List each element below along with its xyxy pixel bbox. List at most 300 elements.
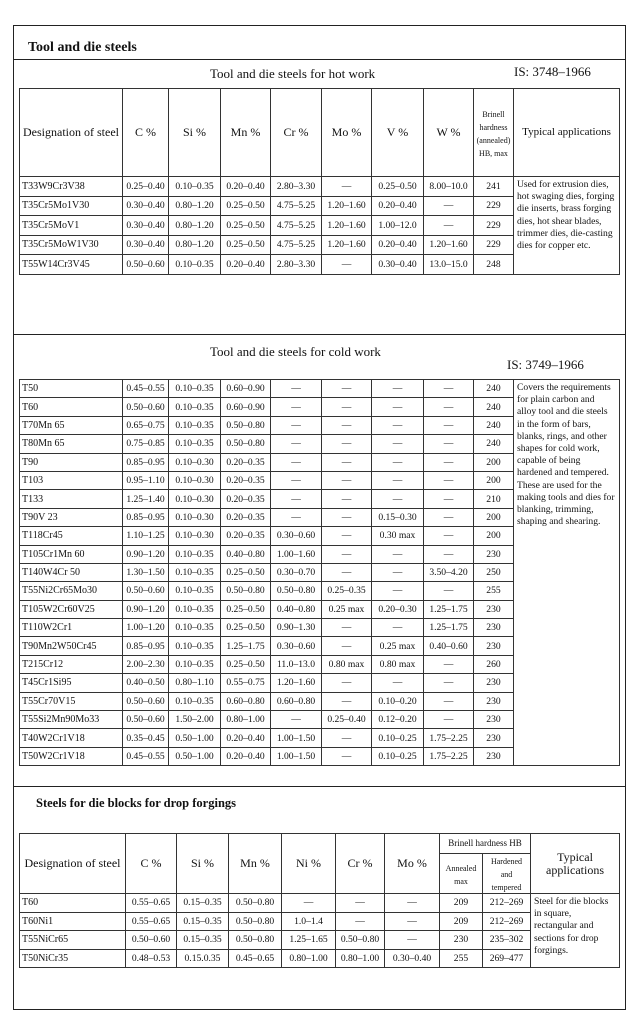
steel-designation: T45Cr1Si95 (20, 674, 123, 692)
table-cell: — (322, 416, 372, 434)
table-cell: — (372, 563, 424, 581)
table-cell: 210 (474, 490, 514, 508)
table-cell: 0.45–0.55 (123, 747, 169, 765)
table-cell: 0.20–0.35 (221, 471, 271, 489)
table-cell: 0.80–1.20 (169, 216, 221, 236)
table-cell: 0.10–0.35 (169, 692, 221, 710)
table-cell: — (322, 453, 372, 471)
table-cell: 0.50–0.80 (336, 931, 385, 950)
hot-work-table (19, 88, 620, 275)
die-blocks-subtitle: Steels for die blocks for drop forgings (36, 796, 237, 810)
table-cell: 0.95–1.10 (123, 471, 169, 489)
table-cell: 200 (474, 508, 514, 526)
table-cell: 229 (474, 196, 514, 216)
table-cell: — (372, 490, 424, 508)
table-cell: 0.60–0.90 (221, 398, 271, 416)
table-cell: 0.12–0.20 (372, 711, 424, 729)
table-cell: — (322, 692, 372, 710)
table-cell: — (372, 380, 424, 398)
hot-header-si: Si % (169, 89, 221, 177)
blocks-header-brinell: Brinell hardness HB (440, 834, 531, 854)
table-cell: — (322, 545, 372, 563)
table-cell: 13.0–15.0 (424, 255, 474, 275)
table-cell: 0.10–0.25 (372, 729, 424, 747)
table-cell: 1.25–1.75 (424, 600, 474, 618)
table-cell: — (372, 582, 424, 600)
table-cell: — (322, 674, 372, 692)
table-cell: 0.25–0.50 (221, 563, 271, 581)
table-cell: 0.85–0.95 (123, 508, 169, 526)
table-cell: — (322, 380, 372, 398)
table-cell: 1.10–1.25 (123, 527, 169, 545)
table-cell: 0.80–1.00 (282, 949, 336, 968)
table-cell: 1.20–1.60 (322, 235, 372, 255)
table-cell: — (372, 674, 424, 692)
table-cell: 0.35–0.45 (123, 729, 169, 747)
hot-header-mo: Mo % (322, 89, 372, 177)
table-cell: — (322, 508, 372, 526)
table-cell: 1.0–1.4 (282, 912, 336, 931)
table-row (20, 949, 620, 968)
table-cell: 0.20–0.35 (221, 508, 271, 526)
table-row (20, 912, 620, 931)
steel-designation: T35Cr5MoW1V30 (20, 235, 123, 255)
hot-header-mn: Mn % (221, 89, 271, 177)
table-cell: 241 (474, 177, 514, 197)
table-cell: 0.50–1.00 (169, 729, 221, 747)
cold-work-divider (14, 334, 625, 335)
table-cell: 0.60–0.80 (221, 692, 271, 710)
table-cell: — (424, 380, 474, 398)
steel-designation: T35Cr5Mo1V30 (20, 196, 123, 216)
table-cell: 1.20–1.60 (271, 674, 322, 692)
table-cell: — (322, 729, 372, 747)
table-cell: 1.25–1.40 (123, 490, 169, 508)
table-cell: — (322, 747, 372, 765)
table-cell: 212–269 (483, 912, 531, 931)
page-title: Tool and die steels (28, 40, 137, 55)
table-cell: — (372, 619, 424, 637)
table-cell: — (271, 453, 322, 471)
table-cell: 229 (474, 216, 514, 236)
table-cell: — (322, 527, 372, 545)
steel-designation: T50W2Cr1V18 (20, 747, 123, 765)
table-cell: — (424, 435, 474, 453)
table-cell: 240 (474, 416, 514, 434)
table-cell: 1.25–1.65 (282, 931, 336, 950)
table-cell: — (424, 416, 474, 434)
table-cell: 1.00–1.20 (123, 619, 169, 637)
steel-designation: T35Cr5MoV1 (20, 216, 123, 236)
table-cell: — (282, 894, 336, 913)
table-cell: — (271, 508, 322, 526)
steel-designation: T60 (20, 398, 123, 416)
table-cell: 0.10–0.35 (169, 619, 221, 637)
table-cell: — (424, 692, 474, 710)
blocks-header-designation: Designation of steel (20, 834, 126, 894)
table-cell: 0.10–0.25 (372, 747, 424, 765)
table-cell: 240 (474, 435, 514, 453)
table-cell: 1.75–2.25 (424, 729, 474, 747)
table-cell: 0.10–0.35 (169, 435, 221, 453)
table-cell: 0.25–0.50 (221, 600, 271, 618)
steel-designation: T55W14Cr3V45 (20, 255, 123, 275)
table-cell: — (424, 471, 474, 489)
table-cell: 0.25–0.50 (221, 196, 271, 216)
table-cell: 0.25–0.35 (322, 582, 372, 600)
table-cell: 0.40–0.80 (221, 545, 271, 563)
table-cell: — (385, 912, 440, 931)
table-cell: — (336, 894, 385, 913)
typical-applications-text: Used for extrusion dies, hot swaging dies, forging die inserts, brass forging dies, hot shear blades, trimmer dies, die-casting dies for copper etc. (514, 177, 620, 275)
table-cell: — (372, 453, 424, 471)
table-cell: 0.75–0.85 (123, 435, 169, 453)
steel-designation: T118Cr45 (20, 527, 123, 545)
table-cell: — (372, 471, 424, 489)
table-cell: 0.10–0.35 (169, 416, 221, 434)
table-cell: 0.50–0.60 (123, 692, 169, 710)
table-cell: 0.90–1.30 (271, 619, 322, 637)
table-cell: 0.20–0.40 (372, 196, 424, 216)
steel-designation: T55Si2Mn90Mo33 (20, 711, 123, 729)
table-cell: 0.10–0.30 (169, 471, 221, 489)
table-cell: 0.20–0.40 (221, 177, 271, 197)
steel-designation: T60 (20, 894, 126, 913)
steel-designation: T40W2Cr1V18 (20, 729, 123, 747)
table-cell: 0.30–0.40 (123, 196, 169, 216)
cold-work-table (19, 379, 620, 766)
table-cell: 0.10–0.35 (169, 545, 221, 563)
table-cell: 1.00–1.60 (271, 545, 322, 563)
table-cell: 0.50–0.80 (229, 912, 282, 931)
table-cell: 0.25–0.50 (372, 177, 424, 197)
steel-designation: T60Ni1 (20, 912, 126, 931)
table-cell: 2.80–3.30 (271, 177, 322, 197)
table-cell: 0.80 max (322, 655, 372, 673)
table-cell: 0.50–0.60 (126, 931, 177, 950)
table-cell: 230 (474, 729, 514, 747)
table-cell: — (372, 545, 424, 563)
table-cell: 0.10–0.35 (169, 563, 221, 581)
steel-designation: T133 (20, 490, 123, 508)
table-cell: 0.10–0.35 (169, 177, 221, 197)
steel-designation: T50 (20, 380, 123, 398)
steel-designation: T55Cr70V15 (20, 692, 123, 710)
table-cell: — (271, 380, 322, 398)
table-cell: 230 (474, 674, 514, 692)
table-cell: 0.20–0.35 (221, 490, 271, 508)
steel-designation: T90V 23 (20, 508, 123, 526)
hot-work-subtitle: Tool and die steels for hot work (210, 66, 376, 81)
table-cell: 0.15–0.35 (177, 894, 229, 913)
table-cell: — (424, 216, 474, 236)
table-cell: 0.50–1.00 (169, 747, 221, 765)
table-cell: 230 (440, 931, 483, 950)
cold-work-subtitle: Tool and die steels for cold work (210, 344, 381, 359)
table-cell: — (385, 894, 440, 913)
die-blocks-table (19, 833, 620, 968)
table-cell: 0.48–0.53 (126, 949, 177, 968)
table-cell: — (271, 416, 322, 434)
steel-designation: T80Mn 65 (20, 435, 123, 453)
table-cell: — (424, 196, 474, 216)
table-cell: 0.20–0.40 (372, 235, 424, 255)
table-cell: 0.10–0.35 (169, 582, 221, 600)
table-cell: 1.75–2.25 (424, 747, 474, 765)
table-cell: 0.15–0.35 (177, 931, 229, 950)
table-cell: 0.60–0.90 (221, 380, 271, 398)
table-row (20, 177, 620, 197)
table-cell: 2.80–3.30 (271, 255, 322, 275)
table-cell: 269–477 (483, 949, 531, 968)
table-cell: 1.00–12.0 (372, 216, 424, 236)
table-cell: 0.55–0.75 (221, 674, 271, 692)
table-cell: — (385, 931, 440, 950)
table-cell: — (424, 398, 474, 416)
table-cell: 230 (474, 747, 514, 765)
blocks-header-cr: Cr % (336, 834, 385, 894)
table-cell: — (271, 471, 322, 489)
steel-designation: T103 (20, 471, 123, 489)
table-row (20, 894, 620, 913)
hot-header-applications: Typical applications (514, 89, 620, 177)
table-cell: 0.15.0.35 (177, 949, 229, 968)
table-cell: 0.10–0.35 (169, 600, 221, 618)
steel-designation: T33W9Cr3V38 (20, 177, 123, 197)
table-cell: — (271, 490, 322, 508)
table-cell: — (424, 453, 474, 471)
table-cell: 250 (474, 563, 514, 581)
steel-designation: T110W2Cr1 (20, 619, 123, 637)
table-cell: 0.50–0.80 (221, 416, 271, 434)
table-cell: 230 (474, 711, 514, 729)
table-cell: 0.85–0.95 (123, 637, 169, 655)
table-cell: 0.25 max (372, 637, 424, 655)
table-cell: 230 (474, 619, 514, 637)
table-cell: — (271, 435, 322, 453)
table-cell: 0.25–0.50 (221, 216, 271, 236)
table-cell: 260 (474, 655, 514, 673)
table-cell: 0.40–0.60 (424, 637, 474, 655)
table-cell: 1.20–1.60 (424, 235, 474, 255)
table-cell: 0.85–0.95 (123, 453, 169, 471)
table-cell: 0.30 max (372, 527, 424, 545)
table-cell: — (424, 508, 474, 526)
blocks-header-si: Si % (177, 834, 229, 894)
steel-designation: T90 (20, 453, 123, 471)
blocks-header-applications: Typical applications (531, 834, 620, 894)
hot-header-designation: Designation of steel (20, 89, 123, 177)
table-cell: 4.75–5.25 (271, 216, 322, 236)
hot-header-w: W % (424, 89, 474, 177)
table-cell: 0.90–1.20 (123, 545, 169, 563)
table-cell: 255 (440, 949, 483, 968)
table-cell: 0.50–0.80 (221, 435, 271, 453)
table-cell: 0.10–0.35 (169, 398, 221, 416)
steel-designation: T90Mn2W50Cr45 (20, 637, 123, 655)
steel-designation: T50NiCr35 (20, 949, 126, 968)
table-cell: 0.10–0.20 (372, 692, 424, 710)
steel-designation: T70Mn 65 (20, 416, 123, 434)
table-cell: 0.10–0.35 (169, 380, 221, 398)
table-cell: 0.10–0.30 (169, 508, 221, 526)
hot-work-standard: IS: 3748–1966 (514, 64, 591, 79)
table-cell: 0.20–0.35 (221, 453, 271, 471)
table-cell: — (271, 711, 322, 729)
table-cell: — (322, 619, 372, 637)
table-cell: 0.30–0.40 (123, 235, 169, 255)
table-cell: 200 (474, 471, 514, 489)
table-cell: — (424, 545, 474, 563)
steel-designation: T140W4Cr 50 (20, 563, 123, 581)
table-cell: 0.30–0.40 (123, 216, 169, 236)
table-cell: 0.10–0.30 (169, 453, 221, 471)
blocks-header-hardened: Hardened and tempered (490, 857, 523, 892)
table-cell: 255 (474, 582, 514, 600)
table-cell: 0.30–0.40 (372, 255, 424, 275)
table-cell: 0.25 max (322, 600, 372, 618)
table-cell: 0.50–0.80 (229, 931, 282, 950)
hot-header-cr: Cr % (271, 89, 322, 177)
blocks-header-ni: Ni % (282, 834, 336, 894)
table-row (20, 380, 620, 398)
table-cell: 0.55–0.65 (126, 894, 177, 913)
table-cell: 0.15–0.30 (372, 508, 424, 526)
hot-header-v: V % (372, 89, 424, 177)
table-cell: 248 (474, 255, 514, 275)
table-cell: 1.25–1.75 (221, 637, 271, 655)
table-cell: 0.65–0.75 (123, 416, 169, 434)
table-cell: 0.40–0.50 (123, 674, 169, 692)
table-cell: 229 (474, 235, 514, 255)
table-cell: 0.30–0.70 (271, 563, 322, 581)
document-page (13, 25, 626, 1010)
table-cell: 0.90–1.20 (123, 600, 169, 618)
table-cell: 0.20–0.40 (221, 255, 271, 275)
table-cell: 0.80–1.00 (336, 949, 385, 968)
steel-designation: T105Cr1Mn 60 (20, 545, 123, 563)
table-cell: 0.60–0.80 (271, 692, 322, 710)
table-cell: 4.75–5.25 (271, 196, 322, 216)
table-cell: — (424, 711, 474, 729)
table-cell: — (322, 398, 372, 416)
table-cell: 0.10–0.35 (169, 255, 221, 275)
blocks-header-annealed: Annealed max (445, 863, 477, 886)
table-cell: 0.50–0.60 (123, 582, 169, 600)
table-cell: 0.30–0.60 (271, 527, 322, 545)
table-cell: 0.25–0.40 (322, 711, 372, 729)
table-cell: 1.20–1.60 (322, 216, 372, 236)
table-cell: — (372, 416, 424, 434)
table-cell: 1.00–1.50 (271, 729, 322, 747)
table-cell: 0.80–1.20 (169, 196, 221, 216)
table-cell: — (322, 177, 372, 197)
table-cell: 230 (474, 637, 514, 655)
table-cell: 0.50–0.60 (123, 711, 169, 729)
blocks-header-mo: Mo % (385, 834, 440, 894)
table-cell: 230 (474, 600, 514, 618)
table-cell: — (322, 563, 372, 581)
table-cell: 0.30–0.60 (271, 637, 322, 655)
blocks-header-c: C % (126, 834, 177, 894)
hot-work-divider (14, 59, 625, 60)
table-cell: — (424, 582, 474, 600)
table-cell: 1.20–1.60 (322, 196, 372, 216)
table-cell: 0.50–0.60 (123, 398, 169, 416)
die-blocks-divider (14, 786, 625, 787)
table-cell: 0.50–0.80 (221, 582, 271, 600)
table-cell: — (322, 435, 372, 453)
table-cell: 0.50–0.80 (229, 894, 282, 913)
table-cell: 235–302 (483, 931, 531, 950)
steel-designation: T55NiCr65 (20, 931, 126, 950)
table-cell: 0.55–0.65 (126, 912, 177, 931)
table-cell: — (424, 527, 474, 545)
table-cell: 0.10–0.30 (169, 490, 221, 508)
table-cell: 0.45–0.55 (123, 380, 169, 398)
table-cell: 0.20–0.40 (221, 747, 271, 765)
table-cell: 0.25–0.50 (221, 655, 271, 673)
cold-work-standard: IS: 3749–1966 (507, 357, 584, 372)
table-cell: — (424, 655, 474, 673)
table-cell: 1.50–2.00 (169, 711, 221, 729)
table-cell: — (424, 674, 474, 692)
table-cell: 0.80–1.00 (221, 711, 271, 729)
table-cell: 240 (474, 380, 514, 398)
table-cell: 1.25–1.75 (424, 619, 474, 637)
table-cell: — (336, 912, 385, 931)
table-cell: 0.45–0.65 (229, 949, 282, 968)
steel-designation: T215Cr12 (20, 655, 123, 673)
table-cell: 2.00–2.30 (123, 655, 169, 673)
hot-header-brinell: Brinell hardness (annealed) HB, max (476, 109, 511, 158)
table-cell: — (322, 471, 372, 489)
table-cell: 3.50–4.20 (424, 563, 474, 581)
table-cell: — (322, 490, 372, 508)
table-cell: 8.00–10.0 (424, 177, 474, 197)
table-cell: 200 (474, 453, 514, 471)
table-cell: 0.30–0.40 (385, 949, 440, 968)
table-cell: 0.50–0.60 (123, 255, 169, 275)
table-cell: 0.25–0.50 (221, 235, 271, 255)
table-cell: 1.30–1.50 (123, 563, 169, 581)
table-cell: 0.20–0.40 (221, 729, 271, 747)
table-cell: 0.10–0.35 (169, 655, 221, 673)
table-cell: 4.75–5.25 (271, 235, 322, 255)
table-cell: — (372, 398, 424, 416)
steel-designation: T105W2Cr60V25 (20, 600, 123, 618)
table-cell: — (322, 255, 372, 275)
table-cell: 0.80–1.20 (169, 235, 221, 255)
table-cell: — (322, 637, 372, 655)
table-cell: 0.10–0.30 (169, 527, 221, 545)
table-cell: — (271, 398, 322, 416)
table-cell: 0.15–0.35 (177, 912, 229, 931)
steel-designation: T55Ni2Cr65Mo30 (20, 582, 123, 600)
table-cell: 0.10–0.35 (169, 637, 221, 655)
table-cell: 0.25–0.50 (221, 619, 271, 637)
table-cell: 200 (474, 527, 514, 545)
table-cell: — (424, 490, 474, 508)
table-cell: 0.50–0.80 (271, 582, 322, 600)
table-cell: — (372, 435, 424, 453)
table-cell: 230 (474, 545, 514, 563)
typical-applications-text: Steel for die blocks in square, rectangular and sections for drop forgings. (531, 894, 620, 968)
hot-header-c: C % (123, 89, 169, 177)
table-cell: 0.20–0.35 (221, 527, 271, 545)
table-cell: 230 (474, 692, 514, 710)
table-cell: 0.20–0.30 (372, 600, 424, 618)
